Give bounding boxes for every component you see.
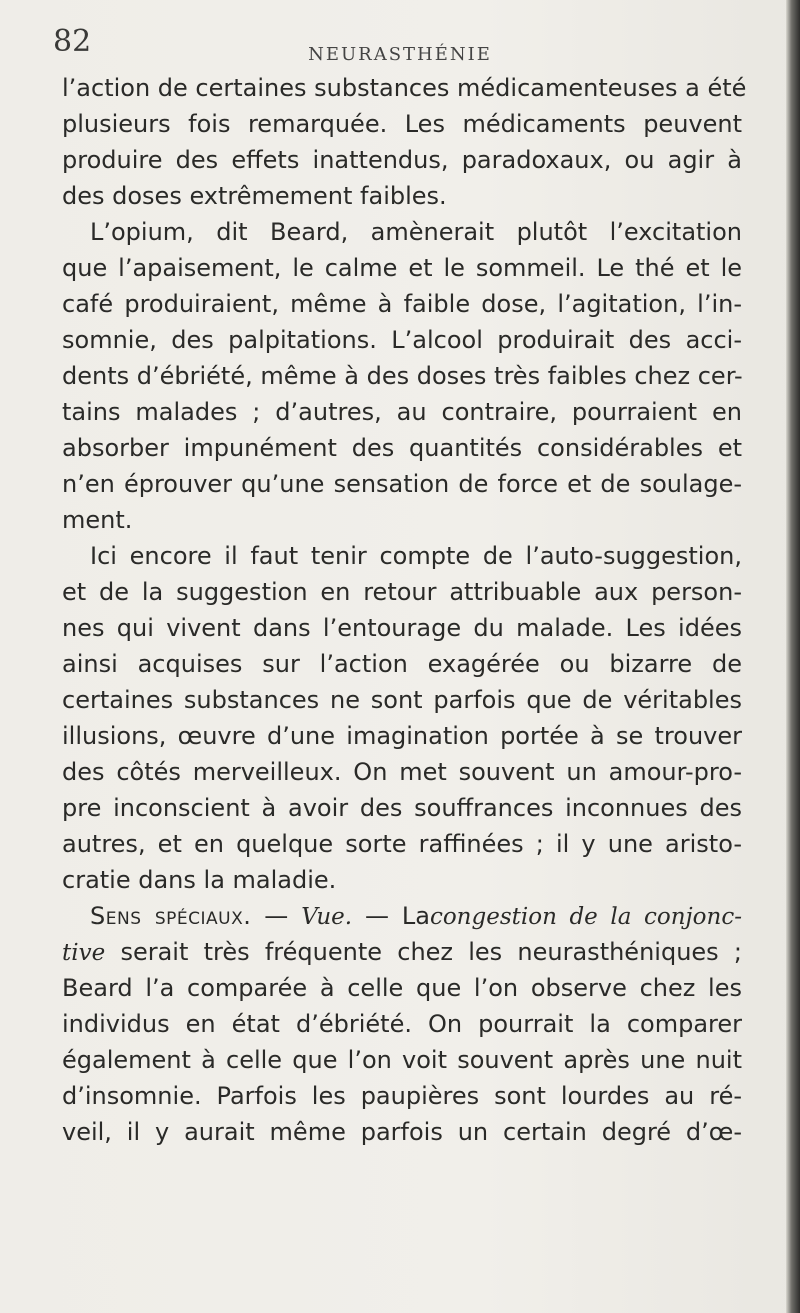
text-line: des doses extrêmement faibles. bbox=[62, 182, 447, 210]
page-number: 82 bbox=[53, 24, 92, 59]
running-head: NEURASTHÉNIE bbox=[308, 44, 492, 65]
text-line: produire des effets inattendus, paradoxaux, ou agir à bbox=[62, 146, 742, 174]
text-line-rest: serait très fréquente chez les neurasthéniques ; bbox=[105, 938, 742, 966]
page-edge-shadow bbox=[786, 0, 800, 1313]
text-line: l’action de certaines substances médicamenteuses a été bbox=[62, 74, 747, 102]
subsection-heading: Vue. bbox=[301, 904, 353, 930]
text-line bbox=[62, 934, 742, 970]
text-line: somnie, des palpitations. L’alcool produirait des acci- bbox=[62, 326, 742, 354]
dash: — bbox=[251, 902, 302, 930]
text-line: nes qui vivent dans l’entourage du malade. Les idées bbox=[62, 614, 742, 642]
topic-title-continued: tive bbox=[62, 940, 106, 966]
section-heading: Sens spéciaux. bbox=[90, 902, 252, 930]
text-line: tains malades ; d’autres, au contraire, pourraient en bbox=[62, 398, 742, 426]
body-text bbox=[62, 70, 747, 1150]
text-line: n’en éprouver qu’une sensation de force et de soulage- bbox=[62, 470, 742, 498]
text-line: autres, et en quelque sorte raffinées ; il y une aristo- bbox=[62, 830, 742, 858]
text-line: certaines substances ne sont parfois que de véritables bbox=[62, 686, 742, 714]
article: La bbox=[401, 902, 430, 930]
text-line: que l’apaisement, le calme et le sommeil. Le thé et le bbox=[62, 254, 742, 282]
text-line: Ici encore il faut tenir compte de l’auto-suggestion, bbox=[90, 542, 742, 570]
text-line: d’insomnie. Parfois les paupières sont lourdes au ré- bbox=[62, 1082, 742, 1110]
topic-title: congestion de la conjonc- bbox=[429, 904, 742, 930]
text-line: et de la suggestion en retour attribuable aux person- bbox=[62, 578, 742, 606]
section-heading-line bbox=[62, 898, 742, 934]
text-line: individus en état d’ébriété. On pourrait la comparer bbox=[62, 1010, 742, 1038]
text-line: dents d’ébriété, même à des doses très faibles chez cer- bbox=[62, 362, 743, 390]
text-line: absorber impunément des quantités considérables et bbox=[62, 434, 742, 462]
text-line: café produiraient, même à faible dose, l’agitation, l’in- bbox=[62, 290, 742, 318]
text-line: veil, il y aurait même parfois un certain degré d’œ- bbox=[62, 1118, 742, 1146]
text-line: plusieurs fois remarquée. Les médicaments peuvent bbox=[62, 110, 742, 138]
text-line: cratie dans la maladie. bbox=[62, 866, 337, 894]
text-line: également à celle que l’on voit souvent après une nuit bbox=[62, 1046, 742, 1074]
text-line: des côtés merveilleux. On met souvent un amour-pro- bbox=[62, 758, 742, 786]
text-line: illusions, œuvre d’une imagination portée à se trouver bbox=[62, 722, 742, 750]
text-line: ainsi acquises sur l’action exagérée ou bizarre de bbox=[62, 650, 742, 678]
text-line: Beard l’a comparée à celle que l’on observe chez les bbox=[62, 974, 742, 1002]
text-line: pre inconscient à avoir des souffrances inconnues des bbox=[62, 794, 742, 822]
text-line: L’opium, dit Beard, amènerait plutôt l’excitation bbox=[90, 218, 742, 246]
text-line: ment. bbox=[62, 506, 133, 534]
dash: — bbox=[352, 902, 402, 930]
